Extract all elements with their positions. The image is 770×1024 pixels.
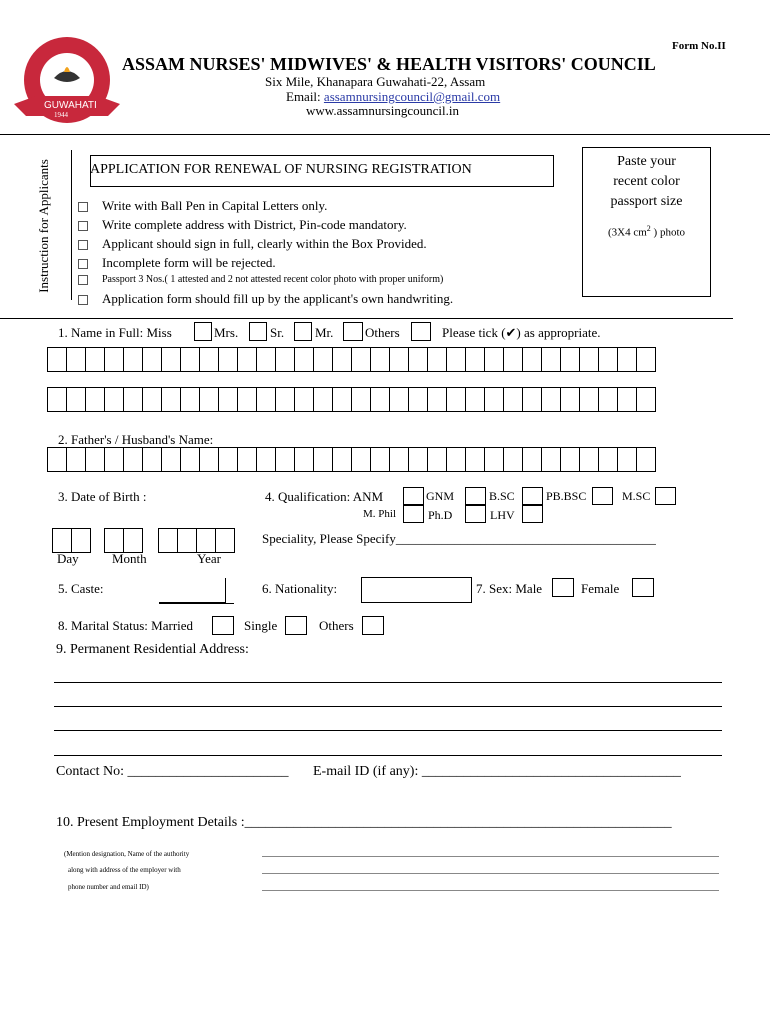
letter-box[interactable] xyxy=(427,387,447,412)
miss-checkbox[interactable] xyxy=(194,322,212,341)
letter-box[interactable] xyxy=(332,347,352,372)
pbbsc-label: PB.BSC xyxy=(546,489,587,503)
msc-checkbox[interactable] xyxy=(655,487,676,505)
phd-label: Ph.D xyxy=(428,508,453,522)
letter-box[interactable] xyxy=(215,528,235,553)
photo-line2: recent color xyxy=(613,174,680,189)
letter-box[interactable] xyxy=(104,447,124,472)
contact-field[interactable]: Contact No: _______________________ xyxy=(56,764,289,779)
letter-box[interactable] xyxy=(617,347,637,372)
mphil-checkbox[interactable] xyxy=(403,505,424,523)
letter-box[interactable] xyxy=(123,447,143,472)
bsc-label: B.SC xyxy=(489,489,515,503)
letter-box[interactable] xyxy=(503,347,523,372)
letter-box[interactable] xyxy=(294,387,314,412)
letter-box[interactable] xyxy=(158,528,178,553)
letter-box[interactable] xyxy=(313,447,333,472)
letter-box[interactable] xyxy=(351,447,371,472)
photo-line1: Paste your xyxy=(617,154,676,169)
single-checkbox[interactable] xyxy=(285,616,307,635)
letter-box[interactable] xyxy=(256,347,276,372)
father-label: 2. Father's / Husband's Name: xyxy=(58,432,214,447)
name-label: 1. Name in Full: Miss xyxy=(58,325,172,340)
sr-checkbox[interactable] xyxy=(294,322,312,341)
letter-box[interactable] xyxy=(446,447,466,472)
letter-box[interactable] xyxy=(484,347,504,372)
dob-day-grid[interactable] xyxy=(52,528,90,553)
letter-box[interactable] xyxy=(161,387,181,412)
letter-box[interactable] xyxy=(351,387,371,412)
mr-checkbox[interactable] xyxy=(343,322,363,341)
letter-box[interactable] xyxy=(161,347,181,372)
letter-box[interactable] xyxy=(427,447,447,472)
employment-line[interactable] xyxy=(262,873,719,874)
employment-note: along with address of the employer with xyxy=(68,866,181,874)
letter-box[interactable] xyxy=(503,387,523,412)
photo-size-sup: 2 xyxy=(646,224,651,233)
letter-box[interactable] xyxy=(237,347,257,372)
bullet-box-icon xyxy=(78,295,88,305)
letter-box[interactable] xyxy=(66,347,86,372)
dob-year-grid[interactable] xyxy=(158,528,234,553)
address-line[interactable] xyxy=(54,682,722,683)
letter-box[interactable] xyxy=(180,347,200,372)
letter-box[interactable] xyxy=(522,447,542,472)
father-name-grid[interactable] xyxy=(47,447,655,472)
letter-box[interactable] xyxy=(142,347,162,372)
dob-day-label: Day xyxy=(57,551,79,566)
letter-box[interactable] xyxy=(71,528,91,553)
letter-box[interactable] xyxy=(617,387,637,412)
anm-checkbox[interactable] xyxy=(403,487,424,505)
letter-box[interactable] xyxy=(370,347,390,372)
address-label: 9. Permanent Residential Address: xyxy=(56,642,249,657)
council-address: Six Mile, Khanapara Guwahati-22, Assam xyxy=(265,74,486,89)
email-field[interactable]: E-mail ID (if any): _____________________________________ xyxy=(313,764,681,779)
bullet-box-icon xyxy=(78,221,88,231)
email-link[interactable]: assamnursingcouncil@gmail.com xyxy=(323,89,501,104)
marital-others-checkbox[interactable] xyxy=(362,616,384,635)
instruction-item: Write with Ball Pen in Capital Letters only. xyxy=(78,198,327,214)
msc-label: M.SC xyxy=(622,489,651,503)
employment-line[interactable] xyxy=(262,856,719,857)
sex-label: 7. Sex: Male xyxy=(476,581,543,596)
letter-box[interactable] xyxy=(237,447,257,472)
letter-box[interactable] xyxy=(123,387,143,412)
letter-box[interactable] xyxy=(199,447,219,472)
letter-box[interactable] xyxy=(142,447,162,472)
header-divider xyxy=(0,134,770,135)
dob-label: 3. Date of Birth : xyxy=(58,489,147,504)
dob-month-grid[interactable] xyxy=(104,528,142,553)
employment-note: (Mention designation, Name of the authority xyxy=(64,850,190,858)
letter-box[interactable] xyxy=(47,387,67,412)
form-number: Form No.II xyxy=(672,40,726,52)
letter-box[interactable] xyxy=(85,447,105,472)
letter-box[interactable] xyxy=(332,447,352,472)
mrs-checkbox[interactable] xyxy=(249,322,267,341)
letter-box[interactable] xyxy=(522,347,542,372)
nationality-label: 6. Nationality: xyxy=(262,581,338,596)
letter-box[interactable] xyxy=(142,387,162,412)
letter-box[interactable] xyxy=(275,347,295,372)
single-label: Single xyxy=(244,618,278,633)
letter-box[interactable] xyxy=(427,347,447,372)
letter-box[interactable] xyxy=(389,347,409,372)
letter-box[interactable] xyxy=(66,387,86,412)
letter-box[interactable] xyxy=(484,447,504,472)
letter-box[interactable] xyxy=(522,387,542,412)
address-line[interactable] xyxy=(54,730,722,731)
name-grid-row2[interactable] xyxy=(47,387,655,412)
letter-box[interactable] xyxy=(636,447,656,472)
mrs-label: Mrs. xyxy=(214,325,239,340)
email-label: Email: xyxy=(286,89,321,104)
letter-box[interactable] xyxy=(180,387,200,412)
letter-box[interactable] xyxy=(560,387,580,412)
letter-box[interactable] xyxy=(313,347,333,372)
letter-box[interactable] xyxy=(85,347,105,372)
phd-checkbox[interactable] xyxy=(465,505,486,523)
letter-box[interactable] xyxy=(199,387,219,412)
instruction-item: Applicant should sign in full, clearly within the Box Provided. xyxy=(78,236,427,252)
caste-field[interactable] xyxy=(159,578,226,603)
letter-box[interactable] xyxy=(313,387,333,412)
marital-label: 8. Marital Status: Married xyxy=(58,618,194,633)
letter-box[interactable] xyxy=(503,447,523,472)
letter-box[interactable] xyxy=(218,347,238,372)
letter-box[interactable] xyxy=(560,447,580,472)
employment-note: phone number and email ID) xyxy=(68,883,149,891)
letter-box[interactable] xyxy=(446,347,466,372)
letter-box[interactable] xyxy=(47,347,67,372)
address-line[interactable] xyxy=(54,755,722,756)
instructions-divider xyxy=(0,318,733,319)
female-checkbox[interactable] xyxy=(632,578,654,597)
letter-box[interactable] xyxy=(370,447,390,472)
letter-box[interactable] xyxy=(52,528,72,553)
letter-box[interactable] xyxy=(218,447,238,472)
bullet-box-icon xyxy=(78,259,88,269)
letter-box[interactable] xyxy=(465,447,485,472)
letter-box[interactable] xyxy=(541,347,561,372)
sidebar-label: Instruction for Applicants xyxy=(36,159,51,293)
letter-box[interactable] xyxy=(408,347,428,372)
letter-box[interactable] xyxy=(446,387,466,412)
letter-box[interactable] xyxy=(66,447,86,472)
mphil-label: M. Phil xyxy=(363,508,397,520)
letter-box[interactable] xyxy=(104,528,124,553)
address-line[interactable] xyxy=(54,706,722,707)
gnm-checkbox[interactable] xyxy=(465,487,486,505)
council-logo xyxy=(6,34,128,134)
letter-box[interactable] xyxy=(161,447,181,472)
letter-box[interactable] xyxy=(541,387,561,412)
sr-label: Sr. xyxy=(270,325,285,340)
letter-box[interactable] xyxy=(598,447,618,472)
others-checkbox[interactable] xyxy=(411,322,431,341)
letter-box[interactable] xyxy=(541,447,561,472)
application-title: APPLICATION FOR RENEWAL OF NURSING REGISTRATION xyxy=(90,162,472,177)
letter-box[interactable] xyxy=(389,447,409,472)
letter-box[interactable] xyxy=(294,447,314,472)
instruction-item: Write complete address with District, Pin-code mandatory. xyxy=(78,217,407,233)
mr-label: Mr. xyxy=(315,325,334,340)
pbbsc-checkbox[interactable] xyxy=(592,487,613,505)
instruction-item: Incomplete form will be rejected. xyxy=(78,255,276,271)
letter-box[interactable] xyxy=(199,347,219,372)
letter-box[interactable] xyxy=(256,447,276,472)
letter-box[interactable] xyxy=(408,447,428,472)
qualification-label: 4. Qualification: ANM xyxy=(265,489,384,504)
dob-month-label: Month xyxy=(112,551,147,566)
letter-box[interactable] xyxy=(196,528,216,553)
letter-box[interactable] xyxy=(351,347,371,372)
letter-box[interactable] xyxy=(85,387,105,412)
speciality-field[interactable]: Speciality, Please Specify________________________________________ xyxy=(262,531,656,546)
photo-size xyxy=(582,224,711,239)
lhv-checkbox[interactable] xyxy=(522,505,543,523)
employment-line[interactable] xyxy=(262,890,719,891)
letter-box[interactable] xyxy=(180,447,200,472)
caste-label: 5. Caste: xyxy=(58,581,104,596)
employment-field[interactable]: 10. Present Employment Details :_____________________________________________________________ xyxy=(56,815,672,830)
caste-underline xyxy=(159,603,234,604)
tick-note: Please tick (✔) as appropriate. xyxy=(442,325,601,340)
dob-year-label: Year xyxy=(197,551,221,566)
bullet-box-icon xyxy=(78,275,88,285)
letter-box[interactable] xyxy=(408,387,428,412)
bullet-box-icon xyxy=(78,240,88,250)
letter-box[interactable] xyxy=(177,528,197,553)
others-label: Others xyxy=(365,325,400,340)
council-website[interactable]: www.assamnursingcouncil.in xyxy=(306,103,459,118)
letter-box[interactable] xyxy=(579,447,599,472)
logo-city: GUWAHATI xyxy=(44,100,97,111)
letter-box[interactable] xyxy=(579,347,599,372)
letter-box[interactable] xyxy=(636,387,656,412)
letter-box[interactable] xyxy=(256,387,276,412)
marital-others-label: Others xyxy=(319,618,354,633)
letter-box[interactable] xyxy=(579,387,599,412)
gnm-label: GNM xyxy=(426,489,455,503)
female-label: Female xyxy=(581,581,620,596)
letter-box[interactable] xyxy=(617,447,637,472)
council-title: ASSAM NURSES' MIDWIVES' & HEALTH VISITORS' COUNCIL xyxy=(122,54,656,74)
letter-box[interactable] xyxy=(465,347,485,372)
logo-year: 1944 xyxy=(54,111,68,119)
male-checkbox[interactable] xyxy=(552,578,574,597)
name-grid-row1[interactable] xyxy=(47,347,655,372)
letter-box[interactable] xyxy=(598,347,618,372)
letter-box[interactable] xyxy=(237,387,257,412)
letter-box[interactable] xyxy=(123,528,143,553)
instruction-item: Application form should fill up by the applicant's own handwriting. xyxy=(78,291,453,307)
photo-size-prefix: (3X4 cm xyxy=(607,226,647,239)
instruction-item: Passport 3 Nos.( 1 attested and 2 not attested recent color photo with proper uniform) xyxy=(78,274,443,285)
photo-line3: passport size xyxy=(610,194,683,209)
letter-box[interactable] xyxy=(465,387,485,412)
letter-box[interactable] xyxy=(47,447,67,472)
nationality-field[interactable] xyxy=(361,577,472,603)
married-checkbox[interactable] xyxy=(212,616,234,635)
letter-box[interactable] xyxy=(104,387,124,412)
letter-box[interactable] xyxy=(636,347,656,372)
letter-box[interactable] xyxy=(598,387,618,412)
letter-box[interactable] xyxy=(560,347,580,372)
letter-box[interactable] xyxy=(218,387,238,412)
letter-box[interactable] xyxy=(389,387,409,412)
letter-box[interactable] xyxy=(275,447,295,472)
letter-box[interactable] xyxy=(294,347,314,372)
letter-box[interactable] xyxy=(484,387,504,412)
letter-box[interactable] xyxy=(275,387,295,412)
letter-box[interactable] xyxy=(104,347,124,372)
bullet-box-icon xyxy=(78,202,88,212)
photo-size-suffix: ) photo xyxy=(650,226,686,239)
letter-box[interactable] xyxy=(370,387,390,412)
lhv-label: LHV xyxy=(490,508,515,522)
letter-box[interactable] xyxy=(123,347,143,372)
bsc-checkbox[interactable] xyxy=(522,487,543,505)
letter-box[interactable] xyxy=(332,387,352,412)
